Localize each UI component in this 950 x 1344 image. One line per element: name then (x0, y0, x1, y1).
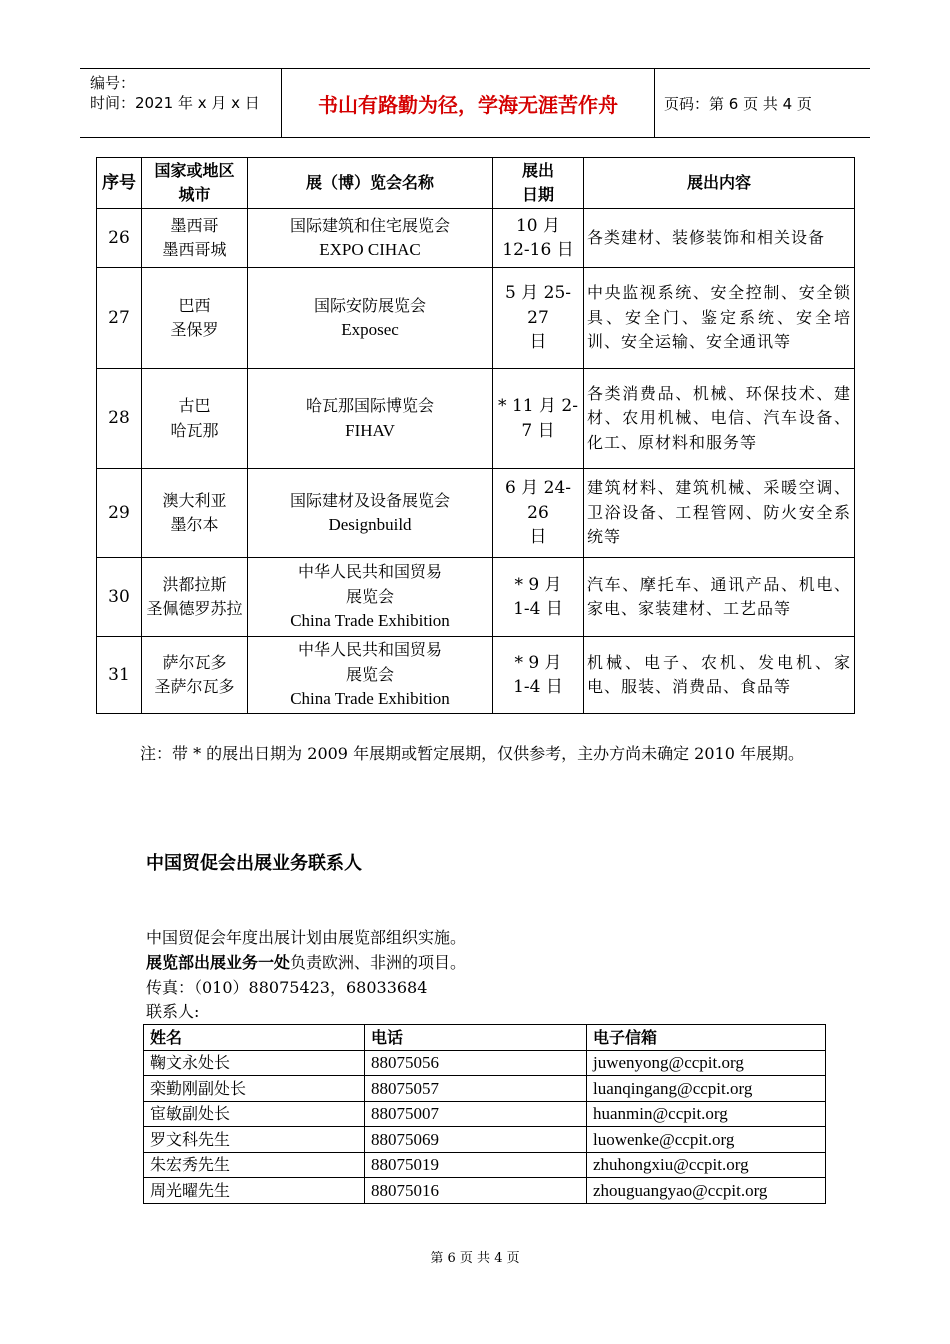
exhibition-name-cn: 中华人民共和国贸易 展览会 (297, 640, 442, 684)
row-number: 31 (108, 664, 130, 685)
contact-row (144, 1101, 826, 1127)
date-text: * 11 月 2- 7 日 (498, 396, 578, 441)
exhibition-content (584, 209, 855, 268)
contact-name: 朱宏秀先生 (144, 1152, 365, 1178)
exhibition-name-cn: 国际安防展览会 (313, 295, 426, 315)
exhibition-content (584, 558, 855, 637)
col-header-no: 序号 (97, 158, 142, 209)
exhibition-row (97, 369, 855, 469)
contact-email[interactable]: luanqingang@ccpit.org (587, 1076, 826, 1102)
dept-line (146, 951, 466, 975)
intro-text: 中国贸促会年度出展计划由展览部组织实施。 (146, 928, 467, 947)
city: 哈瓦那 (170, 420, 219, 440)
exhibition-name (248, 558, 493, 637)
note-text: 注：带 * 的展出日期为 2009 年展期或暂定展期，仅供参考，主办方尚未确定 2010 年展期。 (140, 744, 804, 763)
row-number: 28 (108, 408, 130, 429)
contact-email[interactable]: zhouguangyao@ccpit.org (587, 1178, 826, 1204)
contact-email[interactable]: luowenke@ccpit.org (587, 1127, 826, 1153)
country: 墨西哥 (170, 215, 219, 235)
exhibition-name-en: China Trade Exhibition (290, 689, 450, 709)
dept-name: 展览部出展业务一处 (146, 953, 291, 972)
col-header-name: 展（博）览会名称 (248, 158, 493, 209)
row-number: 30 (108, 586, 130, 607)
contact-row (144, 1152, 826, 1178)
header-page-label: 页码：第 6 页 共 4 页 (664, 94, 812, 113)
content-text: 机械、电子、农机、发电机、家电、服装、消费品、食品等 (587, 652, 851, 696)
col-header-date: 展出 日期 (493, 158, 584, 209)
exhibition-name (248, 469, 493, 558)
contact-header-email: 电子信箱 (587, 1025, 826, 1051)
date-text: 5 月 25-27 日 (505, 283, 571, 353)
exhibition-name-en: EXPO CIHAC (319, 240, 421, 259)
contact-phone: 88075007 (365, 1101, 587, 1127)
city: 圣萨尔瓦多 (154, 677, 235, 696)
exhibition-date (493, 268, 584, 369)
exhibition-row (97, 268, 855, 369)
exhibition-name-en: China Trade Exhibition (290, 611, 450, 631)
dept-desc: 负责欧洲、非洲的项目。 (290, 953, 467, 972)
content-text: 中央监视系统、安全控制、安全锁具、安全门、鉴定系统、安全培训、安全运输、安全通讯等 (587, 283, 851, 352)
contact-row (144, 1127, 826, 1153)
contacts-label: 联系人: (146, 1002, 200, 1021)
header-motto: 书山有路勤为径，学海无涯苦作舟 (281, 69, 655, 137)
exhibition-location (142, 369, 248, 469)
exhibition-content (584, 469, 855, 558)
header-meta (80, 69, 280, 137)
exhibition-name (248, 637, 493, 714)
country: 萨尔瓦多 (162, 652, 227, 672)
exhibition-date (493, 209, 584, 268)
contact-name: 周光曜先生 (144, 1178, 365, 1204)
contact-name: 罗文科先生 (144, 1127, 365, 1153)
exhibition-name (248, 369, 493, 469)
city: 墨西哥城 (162, 240, 227, 259)
contact-phone: 88075057 (365, 1076, 587, 1102)
contact-name: 栾勤刚副处长 (144, 1076, 365, 1102)
exhibition-name (248, 268, 493, 369)
city: 圣保罗 (170, 320, 219, 339)
contact-phone: 88075016 (365, 1178, 587, 1204)
exhibition-no (97, 369, 142, 469)
exhibition-row (97, 637, 855, 714)
content-text: 各类建材、装修装饰和相关设备 (587, 227, 826, 247)
exhibition-no (97, 469, 142, 558)
contact-phone: 88075069 (365, 1127, 587, 1153)
exhibition-content (584, 369, 855, 469)
exhibition-no (97, 558, 142, 637)
exhibition-name-cn: 国际建筑和住宅展览会 (289, 215, 450, 235)
contact-row (144, 1050, 826, 1076)
contact-phone: 88075056 (365, 1050, 587, 1076)
city: 圣佩德罗苏拉 (146, 599, 243, 618)
date-text: 10 月 12-16 日 (502, 215, 574, 260)
exhibition-date (493, 637, 584, 714)
content-text: 建筑材料、建筑机械、采暖空调、卫浴设备、工程管网、防火安全系统等 (587, 478, 851, 547)
exhibition-name-cn: 国际建材及设备展览会 (289, 490, 450, 510)
exhibition-location (142, 558, 248, 637)
serial-label: 编号： (90, 74, 136, 92)
date-text: * 9 月 1-4 日 (513, 652, 563, 697)
page-header (80, 68, 870, 138)
date-text: 6 月 24-26 日 (505, 478, 571, 548)
contact-row (144, 1076, 826, 1102)
contacts-header-row (144, 1025, 826, 1051)
page-footer: 第 6 页 共 4 页 (430, 1251, 520, 1266)
col-header-content: 展出内容 (584, 158, 855, 209)
section-title: 中国贸促会出展业务联系人 (146, 853, 362, 874)
content-text: 汽车、摩托车、通讯产品、机电、家电、家装建材、工艺品等 (587, 574, 851, 618)
country: 澳大利亚 (162, 490, 227, 510)
contact-email[interactable]: zhuhongxiu@ccpit.org (587, 1152, 826, 1178)
country: 洪都拉斯 (162, 574, 227, 594)
exhibition-date (493, 369, 584, 469)
contacts-table (143, 1024, 826, 1204)
country: 古巴 (178, 396, 211, 415)
exhibition-table (96, 157, 855, 714)
exhibition-row (97, 469, 855, 558)
exhibition-name-en: FIHAV (345, 420, 395, 440)
contact-email[interactable]: huanmin@ccpit.org (587, 1101, 826, 1127)
contact-email[interactable]: juwenyong@ccpit.org (587, 1050, 826, 1076)
exhibition-name-en: Exposec (341, 320, 399, 339)
contact-phone: 88075019 (365, 1152, 587, 1178)
contact-header-phone: 电话 (365, 1025, 587, 1051)
row-number: 26 (108, 227, 130, 248)
exhibition-name-cn: 哈瓦那国际博览会 (305, 396, 434, 415)
exhibition-content (584, 637, 855, 714)
exhibition-no (97, 637, 142, 714)
exhibition-name (248, 209, 493, 268)
exhibition-no (97, 268, 142, 369)
exhibition-location (142, 469, 248, 558)
exhibition-name-en: Designbuild (328, 515, 412, 534)
contact-header-name: 姓名 (144, 1025, 365, 1051)
date-text: * 9 月 1-4 日 (513, 574, 563, 619)
exhibition-content (584, 268, 855, 369)
contact-row (144, 1178, 826, 1204)
exhibition-date (493, 558, 584, 637)
exhibition-no (97, 209, 142, 268)
row-number: 27 (108, 307, 130, 328)
fax-line: 传真：（010）88075423，68033684 (146, 978, 428, 997)
exhibition-date (493, 469, 584, 558)
exhibition-location (142, 268, 248, 369)
city: 墨尔本 (170, 515, 219, 534)
content-text: 各类消费品、机械、环保技术、建材、农用机械、电信、汽车设备、化工、原材料和服务等 (587, 383, 851, 452)
exhibition-row (97, 209, 855, 268)
row-number: 29 (108, 502, 130, 523)
exhibition-row (97, 558, 855, 637)
exhibition-location (142, 209, 248, 268)
contact-name: 鞠文永处长 (144, 1050, 365, 1076)
exhibition-header-row (97, 158, 855, 209)
col-header-country: 国家或地区 城市 (142, 158, 248, 209)
time-label: 时间：2021 年 x 月 x 日 (90, 94, 260, 112)
country: 巴西 (178, 295, 211, 315)
exhibition-name-cn: 中华人民共和国贸易 展览会 (297, 562, 442, 606)
exhibition-location (142, 637, 248, 714)
contact-name: 宦敏副处长 (144, 1101, 365, 1127)
